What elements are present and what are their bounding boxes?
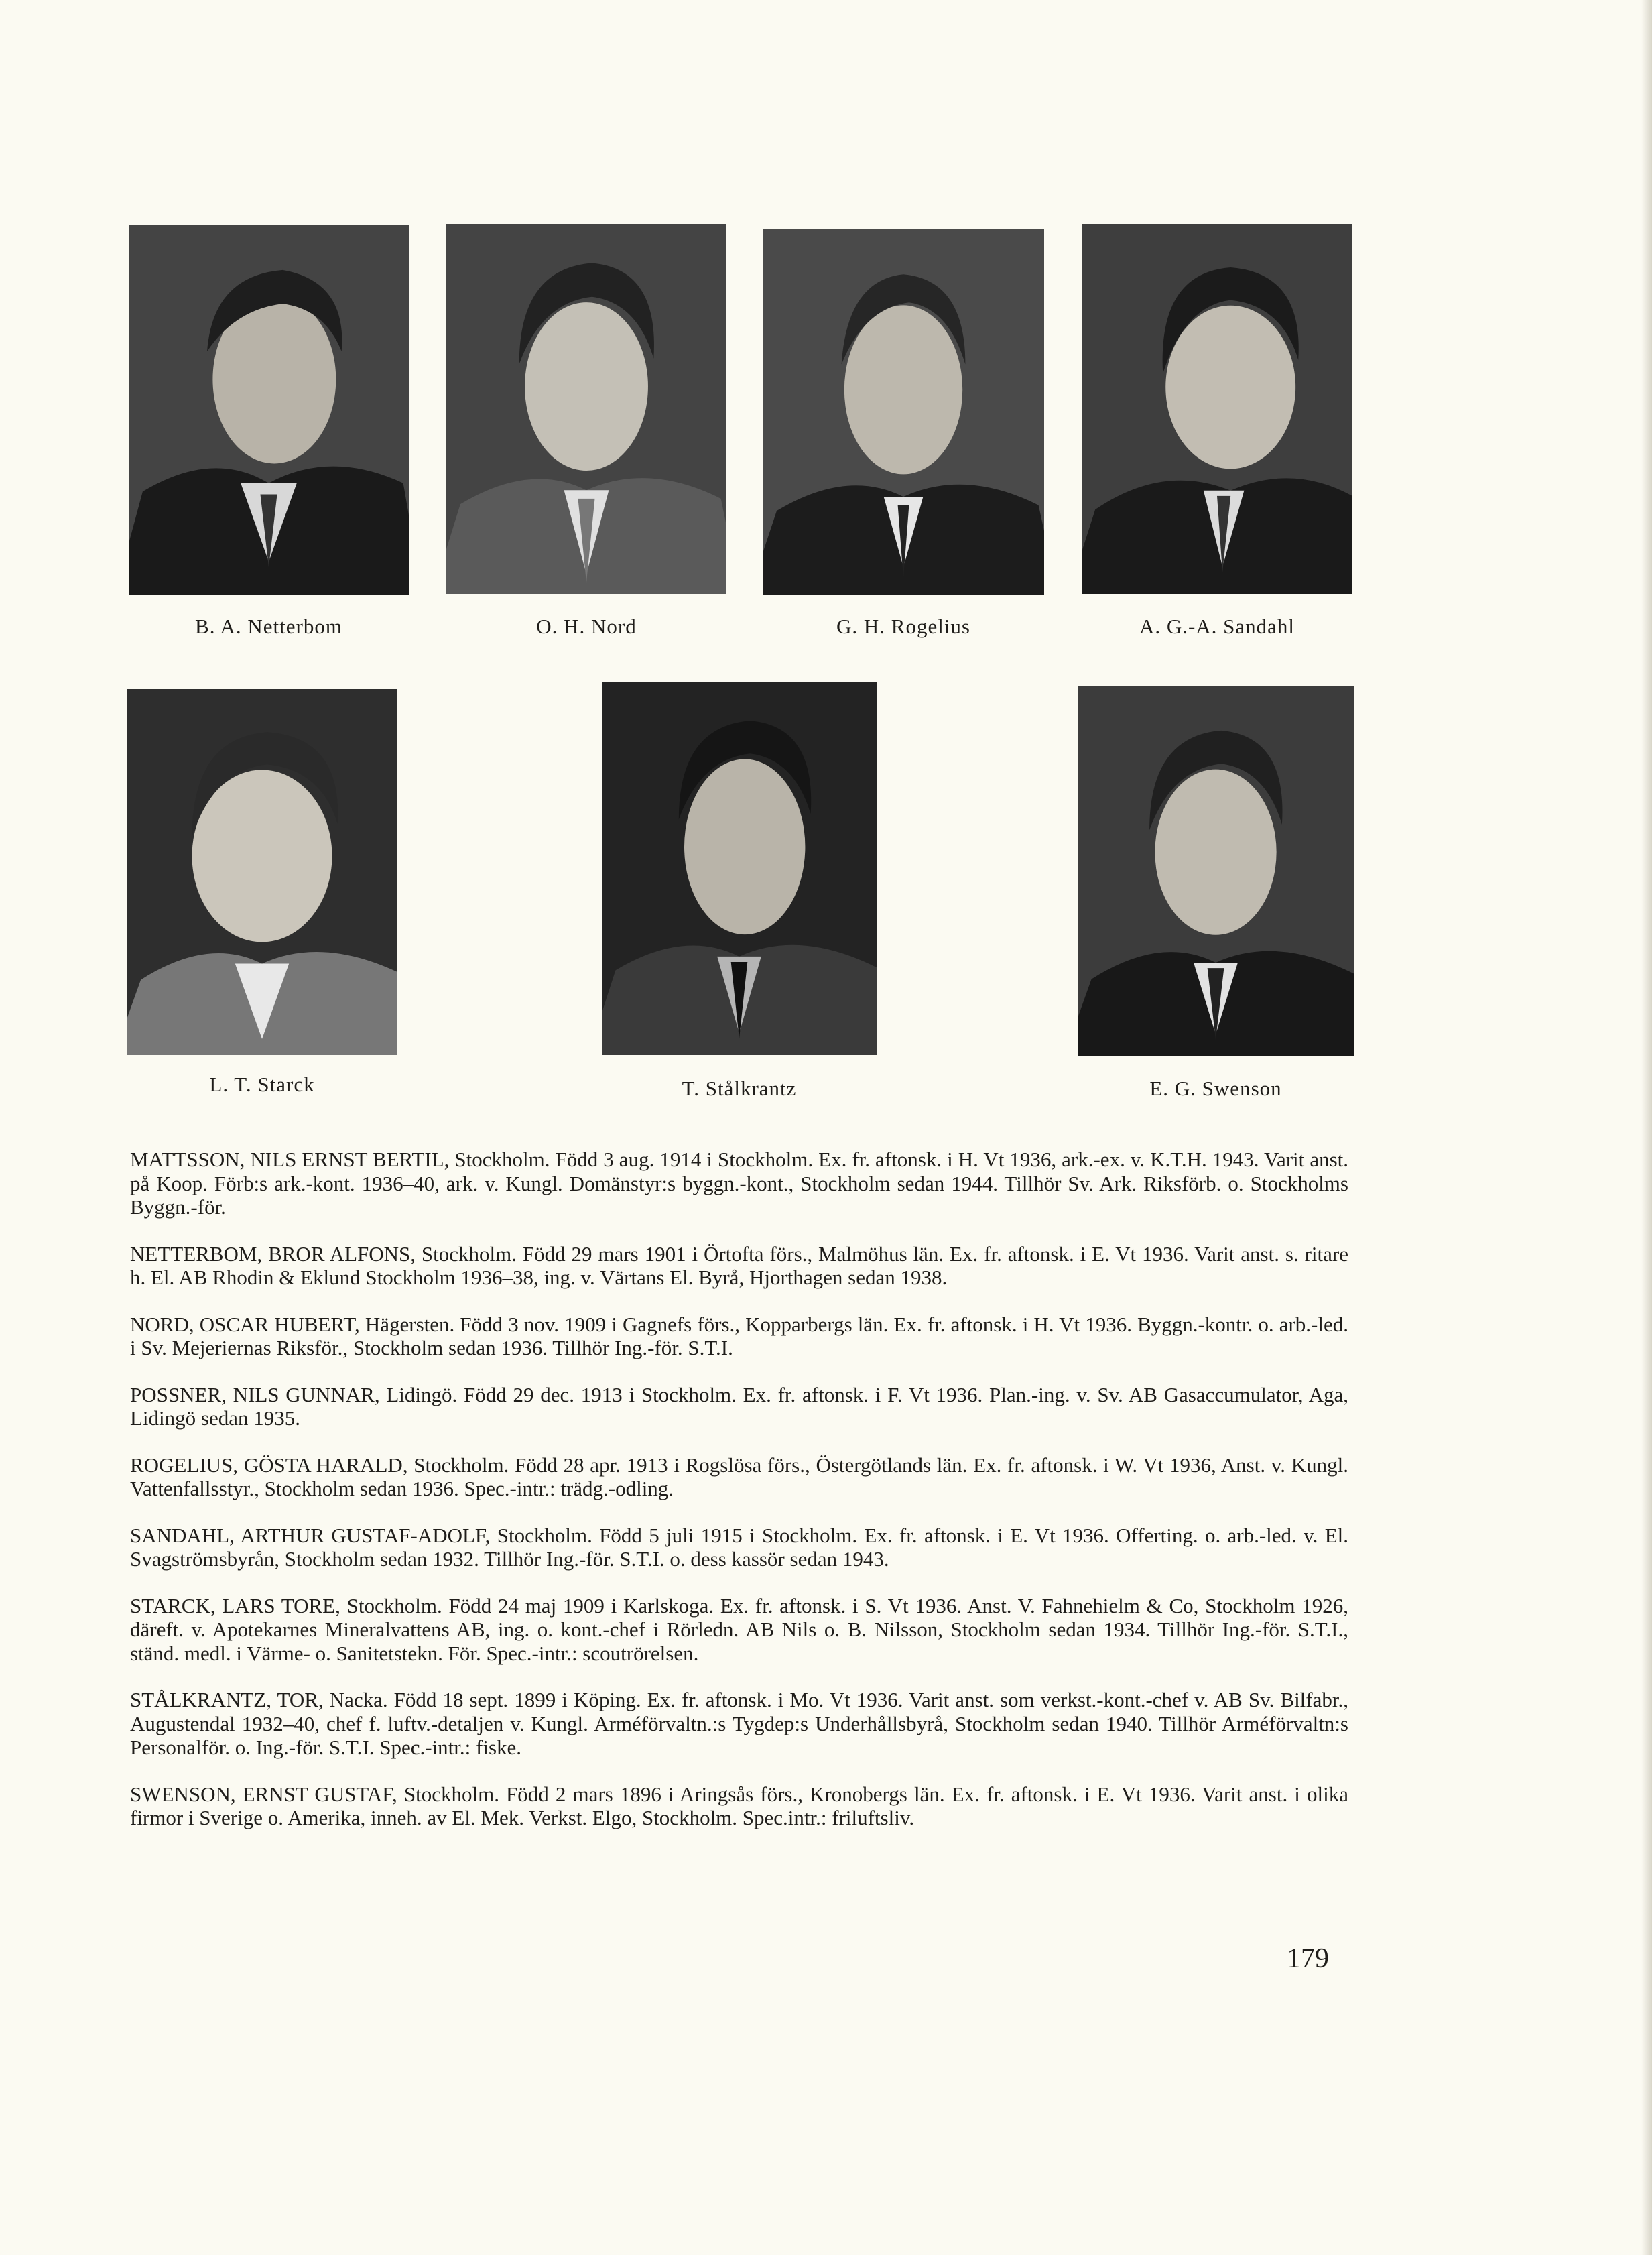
page-edge <box>1641 0 1652 2255</box>
caption-stalkrantz: T. Stålkrantz <box>682 1077 797 1100</box>
portrait-photo-icon <box>446 224 726 594</box>
caption-swenson: E. G. Swenson <box>1149 1077 1282 1100</box>
portrait-photo-icon <box>763 229 1044 595</box>
biography-entry-possner: POSSNER, NILS GUNNAR, Lidingö. Född 29 dec. 1913 i Stockholm. Ex. fr. aftonsk. i F. Vt 1936. Plan.-ing. v. Sv. AB Gasaccumulator, Aga, Lidingö sedan 1935. <box>130 1382 1348 1430</box>
biography-list <box>130 1148 1348 1853</box>
portrait-photo-icon <box>1078 686 1354 1056</box>
caption-sandahl: A. G.-A. Sandahl <box>1139 615 1295 638</box>
biography-entry-sandahl: SANDAHL, ARTHUR GUSTAF-ADOLF, Stockholm. Född 5 juli 1915 i Stockholm. Ex. fr. aftonsk. i E. Vt 1936. Offerting. o. arb.-led. v. El. Svagströmsbyrån, Stockholm sedan 1932. Tillhör Ing.-för. S.T.I. o. dess kassör sedan 1943. <box>130 1523 1348 1571</box>
portrait-photo-stalkrantz <box>602 682 877 1055</box>
biography-entry-netterbom: NETTERBOM, BROR ALFONS, Stockholm. Född 29 mars 1901 i Örtofta förs., Malmöhus län. Ex. fr. aftonsk. i E. Vt 1936. Varit anst. s. ritare h. El. AB Rhodin & Eklund Stockholm 1936–38, ing. v. Värtans El. Byrå, Hjorthagen sedan 1938. <box>130 1241 1348 1289</box>
caption-netterbom: B. A. Netterbom <box>195 615 342 638</box>
portrait-photo-icon <box>129 225 409 595</box>
portrait-photo-icon <box>127 689 397 1055</box>
caption-nord: O. H. Nord <box>536 615 637 638</box>
biography-entry-swenson: SWENSON, ERNST GUSTAF, Stockholm. Född 2 mars 1896 i Aringsås förs., Kronobergs län. Ex. fr. aftonsk. i E. Vt 1936. Varit anst. i olika firmor i Sverige o. Amerika, inneh. av El. Mek. Verkst. Elgo, Stockholm. Spec.intr.: friluftsliv. <box>130 1782 1348 1829</box>
biography-entry-stalkrantz: STÅLKRANTZ, TOR, Nacka. Född 18 sept. 1899 i Köping. Ex. fr. aftonsk. i Mo. Vt 1936. Varit anst. som verkst.-kont.-chef v. AB Sv. Bilfabr., Augustendal 1932–40, chef f. luftv.-detaljen v. Kungl. Arméförvaltn.:s Tygdep:s Underhållsbyrå, Stockholm sedan 1940. Tillhör Arméförvaltn:s Personalför. o. Ing.-för. S.T.I. Spec.-intr.: fiske. <box>130 1688 1348 1759</box>
portrait-photo-starck <box>127 689 397 1055</box>
portrait-photo-rogelius <box>763 229 1044 595</box>
caption-rogelius: G. H. Rogelius <box>836 615 970 638</box>
caption-starck: L. T. Starck <box>209 1073 315 1096</box>
portrait-photo-swenson <box>1078 686 1354 1056</box>
portrait-photo-icon <box>1082 224 1352 594</box>
biography-entry-mattsson: MATTSSON, NILS ERNST BERTIL, Stockholm. Född 3 aug. 1914 i Stockholm. Ex. fr. aftonsk. i H. Vt 1936, ark.-ex. v. K.T.H. 1943. Varit anst. på Koop. Förb:s ark.-kont. 1936–40, ark. v. Kungl. Domänstyr:s byggn.-kont., Stockholm sedan 1944. Tillhör Sv. Ark. Riksförb. o. Stockholms Byggn.-för. <box>130 1148 1348 1219</box>
page-number: 179 <box>1287 1943 1329 1974</box>
biography-entry-starck: STARCK, LARS TORE, Stockholm. Född 24 maj 1909 i Karlskoga. Ex. fr. aftonsk. i S. Vt 1936. Anst. V. Fahnehielm & Co, Stockholm 1926, däreft. v. Apotekarnes Mineralvattens AB, ing. o. kont.-chef i Rörledn. AB Nils o. B. Nilsson, Stockholm sedan 1934. Tillhör Ing.-för. S.T.I., ständ. medl. i Värme- o. Sanitetstekn. För. Spec.-intr.: scoutrörelsen. <box>130 1593 1348 1665</box>
portrait-photo-icon <box>602 682 877 1055</box>
biography-entry-rogelius: ROGELIUS, GÖSTA HARALD, Stockholm. Född 28 apr. 1913 i Rogslösa förs., Östergötlands län. Ex. fr. aftonsk. i W. Vt 1936, Anst. v. Kungl. Vattenfallsstyr., Stockholm sedan 1936. Spec.-intr.: trädg.-odling. <box>130 1453 1348 1500</box>
portrait-photo-netterbom <box>129 225 409 595</box>
biography-entry-nord: NORD, OSCAR HUBERT, Hägersten. Född 3 nov. 1909 i Gagnefs förs., Kopparbergs län. Ex. fr. aftonsk. i H. Vt 1936. Byggn.-kontr. o. arb.-led. i Sv. Mejeriernas Riksför., Stockholm sedan 1936. Tillhör Ing.-för. S.T.I. <box>130 1312 1348 1359</box>
portrait-photo-nord <box>446 224 726 594</box>
portrait-photo-sandahl <box>1082 224 1352 594</box>
